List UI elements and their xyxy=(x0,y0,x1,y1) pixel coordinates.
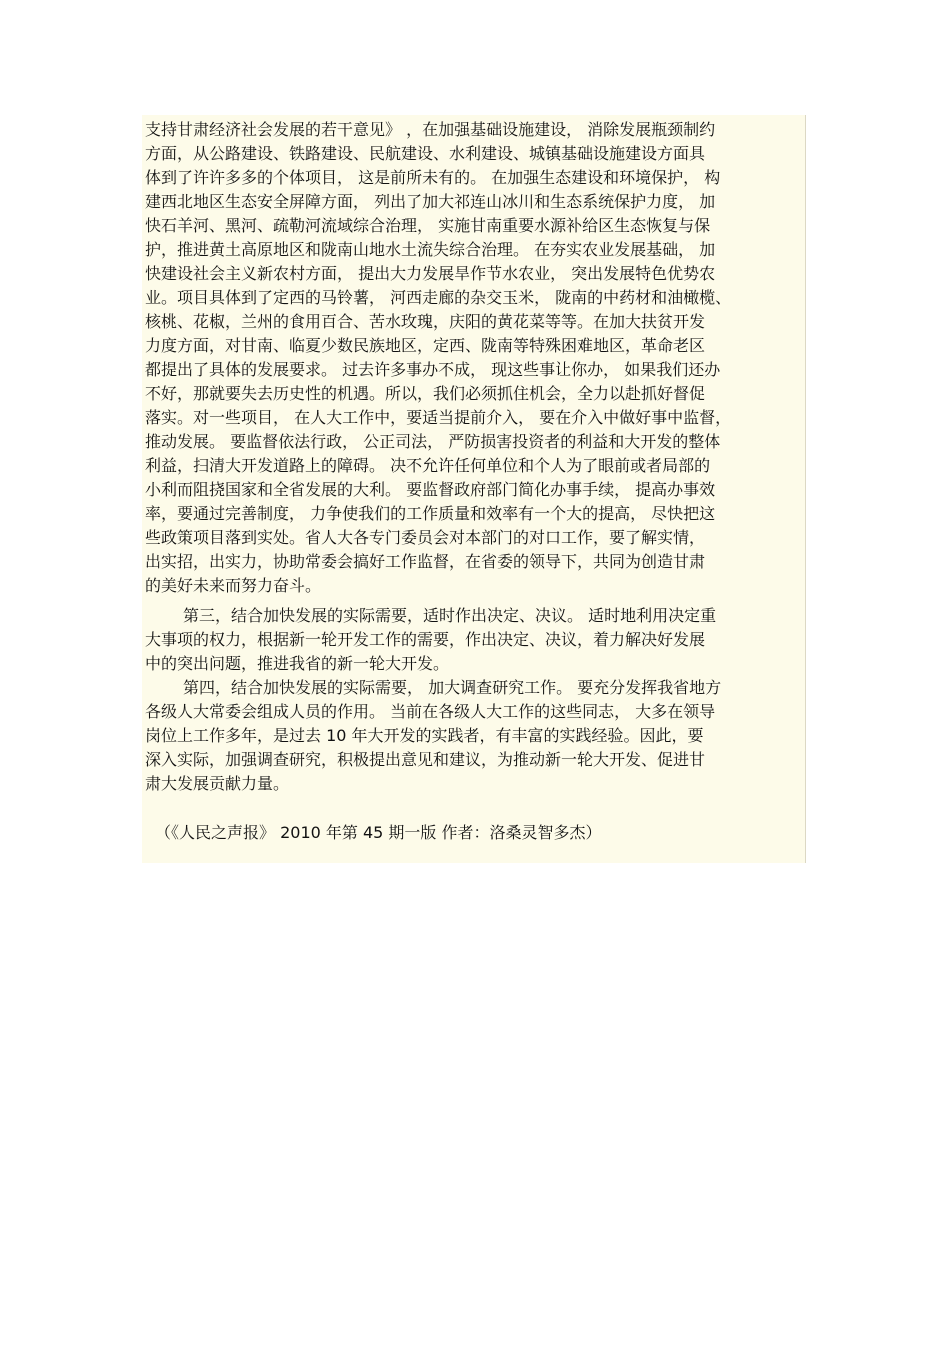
text-line: 中的突出问题，推进我省的新一轮大开发。 xyxy=(145,654,450,673)
text-line: 出实招，出实力，协助常委会搞好工作监督，在省委的领导下，共同为创造甘肃 xyxy=(145,552,706,571)
text-line: 第四，结合加快发展的实际需要， 加大调查研究工作。 要充分发挥我省地方 xyxy=(183,678,722,697)
text-line: 肃大发展贡献力量。 xyxy=(145,774,290,793)
source-citation: （《人民之声报》 2010 年第 45 期一版 作者：洛桑灵智多杰） xyxy=(155,823,602,842)
text-line: 推动发展。 要监督依法行政， 公正司法， 严防损害投资者的利益和大开发的整体 xyxy=(145,432,721,451)
text-line: 快石羊河、黑河、疏勒河流域综合治理， 实施甘南重要水源补给区生态恢复与保 xyxy=(145,216,711,235)
text-line: 不好，那就要失去历史性的机遇。所以，我们必须抓住机会，全力以赴抓好督促 xyxy=(145,384,706,403)
text-line: 利益，扫清大开发道路上的障碍。 决不允许任何单位和个人为了眼前或者局部的 xyxy=(145,456,711,475)
text-line: 核桃、花椒，兰州的食用百合、苦水玫瑰，庆阳的黄花菜等等。在加大扶贫开发 xyxy=(145,312,706,331)
text-line: 护，推进黄土高原地区和陇南山地水土流失综合治理。 在夯实农业发展基础， 加 xyxy=(145,240,716,259)
text-line: 深入实际，加强调查研究，积极提出意见和建议，为推动新一轮大开发、促进甘 xyxy=(145,750,706,769)
text-line: 力度方面，对甘南、临夏少数民族地区，定西、陇南等特殊困难地区，革命老区 xyxy=(145,336,706,355)
text-line: 支持甘肃经济社会发展的若干意见》 ，在加强基础设施建设， 消除发展瓶颈制约 xyxy=(145,120,716,139)
text-line: 些政策项目落到实处。省人大各专门委员会对本部门的对口工作，要了解实情， xyxy=(145,528,706,547)
text-line: 率，要通过完善制度， 力争使我们的工作质量和效率有一个大的提高， 尽快把这 xyxy=(145,504,716,523)
text-line: 落实。对一些项目， 在人大工作中，要适当提前介入， 要在介入中做好事中监督， xyxy=(145,408,732,427)
text-line: 小利而阻挠国家和全省发展的大利。 要监督政府部门简化办事手续， 提高办事效 xyxy=(145,480,716,499)
text-line: 第三，结合加快发展的实际需要，适时作出决定、决议。 适时地利用决定重 xyxy=(183,606,717,625)
text-line: 建西北地区生态安全屏障方面， 列出了加大祁连山冰川和生态系统保护力度， 加 xyxy=(145,192,716,211)
text-line: 各级人大常委会组成人员的作用。 当前在各级人大工作的这些同志， 大多在领导 xyxy=(145,702,716,721)
text-line: 业。项目具体到了定西的马铃薯， 河西走廊的杂交玉米， 陇南的中药材和油橄榄、 xyxy=(145,288,732,307)
text-line: 方面，从公路建设、铁路建设、民航建设、水利建设、城镇基础设施建设方面具 xyxy=(145,144,706,163)
text-line: 快建设社会主义新农村方面， 提出大力发展旱作节水农业， 突出发展特色优势农 xyxy=(145,264,716,283)
text-line: 大事项的权力，根据新一轮开发工作的需要，作出决定、决议，着力解决好发展 xyxy=(145,630,706,649)
text-line: 都提出了具体的发展要求。 过去许多事办不成， 现这些事让你办， 如果我们还办 xyxy=(145,360,721,379)
text-line: 岗位上工作多年，是过去 10 年大开发的实践者，有丰富的实践经验。因此，要 xyxy=(145,726,704,745)
text-line: 体到了许许多多的个体项目， 这是前所未有的。 在加强生态建设和环境保护， 构 xyxy=(145,168,721,187)
text-line: 的美好未来而努力奋斗。 xyxy=(145,576,322,595)
